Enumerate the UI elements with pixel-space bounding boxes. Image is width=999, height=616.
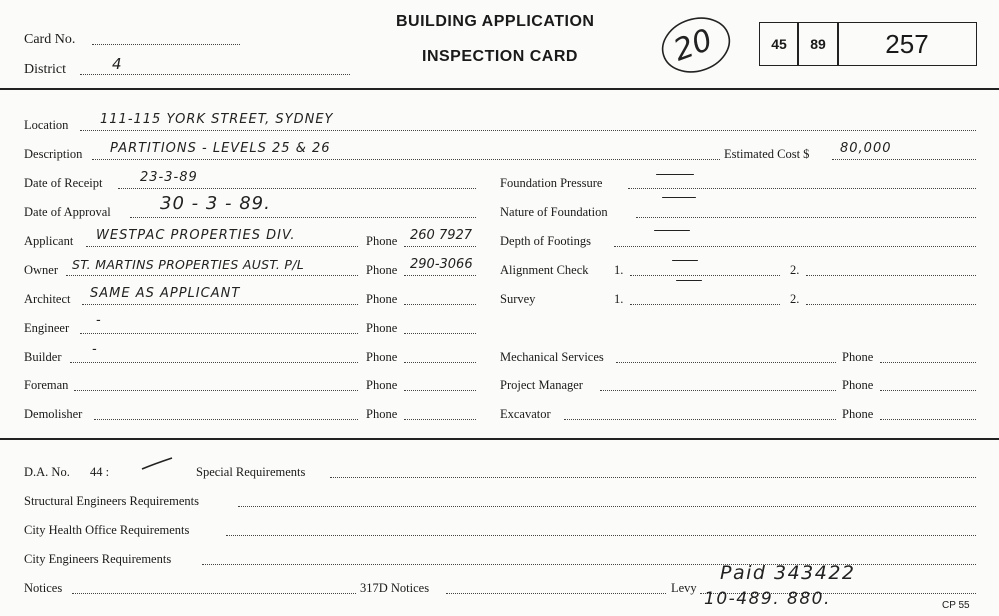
foundation-pressure-field[interactable] <box>628 188 976 189</box>
da-tick-mark <box>140 456 174 472</box>
owner-phone: 290-3066 <box>410 257 473 272</box>
owner-label: Owner <box>24 263 59 277</box>
foreman-phone-label: Phone <box>366 378 398 392</box>
district-value: 4 <box>112 55 123 73</box>
foundation-pressure-label: Foundation Pressure <box>500 176 603 190</box>
form-title-line2: INSPECTION CARD <box>422 48 578 65</box>
project-manager-phone-label: Phone <box>842 378 874 392</box>
applicant-value: WESTPAC PROPERTIES DIV. <box>96 228 296 243</box>
owner-phone-field[interactable] <box>404 275 476 276</box>
survey-label: Survey <box>500 292 536 306</box>
health-label: City Health Office Requirements <box>24 523 190 537</box>
applicant-phone: 260 7927 <box>410 228 473 243</box>
district-field[interactable] <box>80 74 350 75</box>
applicant-phone-field[interactable] <box>404 246 476 247</box>
card-number: 257 <box>885 28 929 59</box>
date-approval-field[interactable] <box>130 217 476 218</box>
mechanical-field[interactable] <box>616 362 836 363</box>
location-field[interactable] <box>80 130 976 131</box>
survey-1-field[interactable] <box>630 304 780 305</box>
alignment-check-2-label: 2. <box>790 263 800 277</box>
code-b: 89 <box>810 36 826 52</box>
mechanical-phone-field[interactable] <box>880 362 976 363</box>
engineer-phone-field[interactable] <box>404 333 476 334</box>
notices-317d-label: 317D Notices <box>360 581 430 595</box>
alignment-check-2-field[interactable] <box>806 275 976 276</box>
city-engineers-label: City Engineers Requirements <box>24 552 172 566</box>
date-approval-value: 30 - 3 - 89. <box>160 193 271 214</box>
notices-field[interactable] <box>72 593 356 594</box>
architect-label: Architect <box>24 292 71 306</box>
nature-foundation-label: Nature of Foundation <box>500 205 608 219</box>
architect-value: SAME AS APPLICANT <box>90 286 241 301</box>
date-approval-label: Date of Approval <box>24 205 111 219</box>
nature-foundation-field[interactable] <box>636 217 976 218</box>
date-receipt-label: Date of Receipt <box>24 176 103 190</box>
header-divider <box>0 88 999 90</box>
special-req-field[interactable] <box>330 477 976 478</box>
demolisher-phone-label: Phone <box>366 407 398 421</box>
health-field[interactable] <box>226 535 976 536</box>
foundation-pressure-dash <box>656 174 694 175</box>
alignment-check-1-field[interactable] <box>630 275 780 276</box>
form-code: CP 55 <box>942 600 970 611</box>
engineer-value: - <box>96 313 102 328</box>
description-field[interactable] <box>92 159 720 160</box>
excavator-label: Excavator <box>500 407 551 421</box>
date-receipt-field[interactable] <box>118 188 476 189</box>
engineer-phone-label: Phone <box>366 321 398 335</box>
project-manager-label: Project Manager <box>500 378 583 392</box>
applicant-field[interactable] <box>86 246 358 247</box>
middle-divider <box>0 438 999 440</box>
description-label: Description <box>24 147 83 161</box>
da-no-value: 44 : <box>90 465 110 479</box>
excavator-phone-field[interactable] <box>880 419 976 420</box>
code-a: 45 <box>771 36 787 52</box>
excavator-phone-label: Phone <box>842 407 874 421</box>
nature-foundation-dash <box>662 197 696 198</box>
depth-footings-label: Depth of Footings <box>500 234 591 248</box>
architect-phone-field[interactable] <box>404 304 476 305</box>
circled-number: 20 <box>669 22 718 69</box>
mechanical-label: Mechanical Services <box>500 350 604 364</box>
levy-label: Levy <box>671 581 697 595</box>
project-manager-phone-field[interactable] <box>880 390 976 391</box>
notices-label: Notices <box>24 581 63 595</box>
code-box-b <box>797 22 839 66</box>
owner-value: ST. MARTINS PROPERTIES AUST. P/L <box>72 257 304 272</box>
alignment-check-dash-bottom <box>676 280 702 281</box>
builder-label: Builder <box>24 350 62 364</box>
builder-value: - <box>92 342 98 357</box>
description-value: PARTITIONS - LEVELS 25 & 26 <box>110 141 331 156</box>
district-label: District <box>24 62 66 77</box>
card-no-label: Card No. <box>24 32 76 47</box>
alignment-check-1-label: 1. <box>614 263 624 277</box>
demolisher-field[interactable] <box>94 419 358 420</box>
card-no-field[interactable] <box>92 44 240 45</box>
foreman-phone-field[interactable] <box>404 390 476 391</box>
levy-value-line1: Paid 343422 <box>720 562 856 584</box>
city-engineers-field[interactable] <box>202 564 976 565</box>
architect-field[interactable] <box>82 304 358 305</box>
builder-phone-label: Phone <box>366 350 398 364</box>
survey-2-field[interactable] <box>806 304 976 305</box>
survey-1-label: 1. <box>614 292 624 306</box>
card-number-box <box>837 22 977 66</box>
engineer-label: Engineer <box>24 321 70 335</box>
engineer-field[interactable] <box>80 333 358 334</box>
alignment-check-label: Alignment Check <box>500 263 589 277</box>
demolisher-label: Demolisher <box>24 407 83 421</box>
foreman-field[interactable] <box>74 390 358 391</box>
special-req-label: Special Requirements <box>196 465 306 479</box>
foreman-label: Foreman <box>24 378 69 392</box>
applicant-phone-label: Phone <box>366 234 398 248</box>
location-value: 111-115 YORK STREET, SYDNEY <box>100 112 334 127</box>
estimated-cost-field[interactable] <box>832 159 976 160</box>
project-manager-field[interactable] <box>600 390 836 391</box>
form-title-line1: BUILDING APPLICATION <box>396 13 595 30</box>
architect-phone-label: Phone <box>366 292 398 306</box>
depth-footings-field[interactable] <box>614 246 976 247</box>
notices-317d-field[interactable] <box>446 593 666 594</box>
structural-label: Structural Engineers Requirements <box>24 494 199 508</box>
builder-phone-field[interactable] <box>404 362 476 363</box>
depth-footings-dash <box>654 230 690 231</box>
owner-field[interactable] <box>66 275 358 276</box>
builder-field[interactable] <box>70 362 358 363</box>
structural-field[interactable] <box>238 506 976 507</box>
code-box-a <box>759 22 799 66</box>
estimated-cost-label: Estimated Cost $ <box>724 147 810 161</box>
date-receipt-value: 23-3-89 <box>140 170 198 185</box>
alignment-check-dash-top <box>672 260 698 261</box>
owner-phone-label: Phone <box>366 263 398 277</box>
location-label: Location <box>24 118 69 132</box>
da-no-label: D.A. No. <box>24 465 70 479</box>
levy-value-line2: 10-489. 880. <box>704 589 831 609</box>
estimated-cost-value: 80,000 <box>840 141 892 156</box>
excavator-field[interactable] <box>564 419 836 420</box>
demolisher-phone-field[interactable] <box>404 419 476 420</box>
mechanical-phone-label: Phone <box>842 350 874 364</box>
applicant-label: Applicant <box>24 234 74 248</box>
survey-2-label: 2. <box>790 292 800 306</box>
